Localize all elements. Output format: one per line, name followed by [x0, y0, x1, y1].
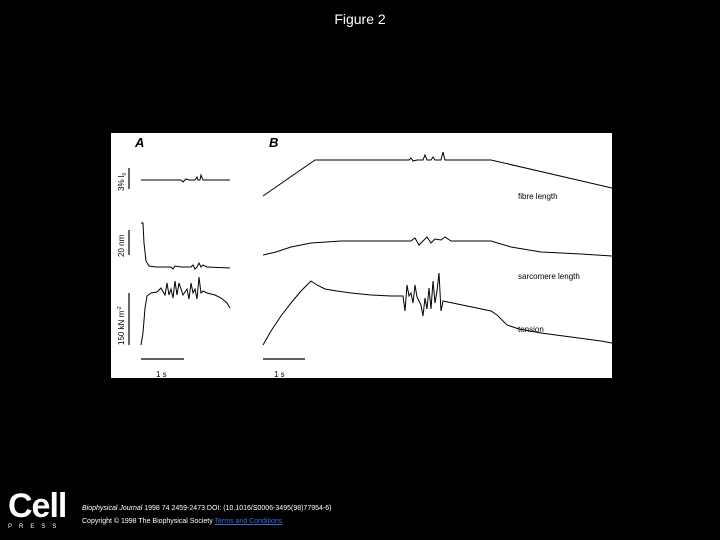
- fibre-scale-label: 3% $l_0$: [117, 172, 128, 191]
- time-label-a: 1 s: [156, 370, 167, 378]
- figure-traces: [111, 133, 612, 378]
- cell-press-logo: [8, 489, 66, 530]
- citation-text: 1998 74 2459-2473 DOI: (10.1016/S0006-3495(98)77954-6): [142, 505, 332, 512]
- figure-image: [111, 133, 612, 378]
- trace-a-tension: [141, 277, 230, 345]
- label-sarcomere-length: sarcomere length: [518, 272, 580, 281]
- trace-b-fibre: [263, 152, 612, 196]
- time-label-b: 1 s: [274, 370, 285, 378]
- page-title: Figure 2: [334, 11, 386, 27]
- footer-citation: [82, 502, 331, 528]
- panel-a-letter: A: [135, 135, 145, 150]
- copyright-text: Copyright © 1998 The Biophysical Society: [82, 518, 215, 525]
- trace-a-sarcomere: [141, 223, 230, 269]
- trace-b-sarcomere: [263, 237, 612, 256]
- logo-word: Cell: [8, 487, 67, 525]
- sarcomere-scale-label: 20 nm: [117, 234, 126, 257]
- label-fibre-length: fibre length: [518, 192, 558, 201]
- label-tension: tension: [518, 325, 544, 334]
- tension-scale-label: 150 kN $m^{-2}$: [117, 306, 126, 345]
- trace-a-fibre: [141, 175, 230, 182]
- trace-b-tension: [263, 273, 612, 345]
- terms-link[interactable]: Terms and Conditions: [214, 518, 283, 525]
- logo-subtitle: PRESS: [8, 524, 64, 530]
- journal-name: Biophysical Journal: [82, 505, 143, 512]
- panel-b-letter: B: [269, 135, 279, 150]
